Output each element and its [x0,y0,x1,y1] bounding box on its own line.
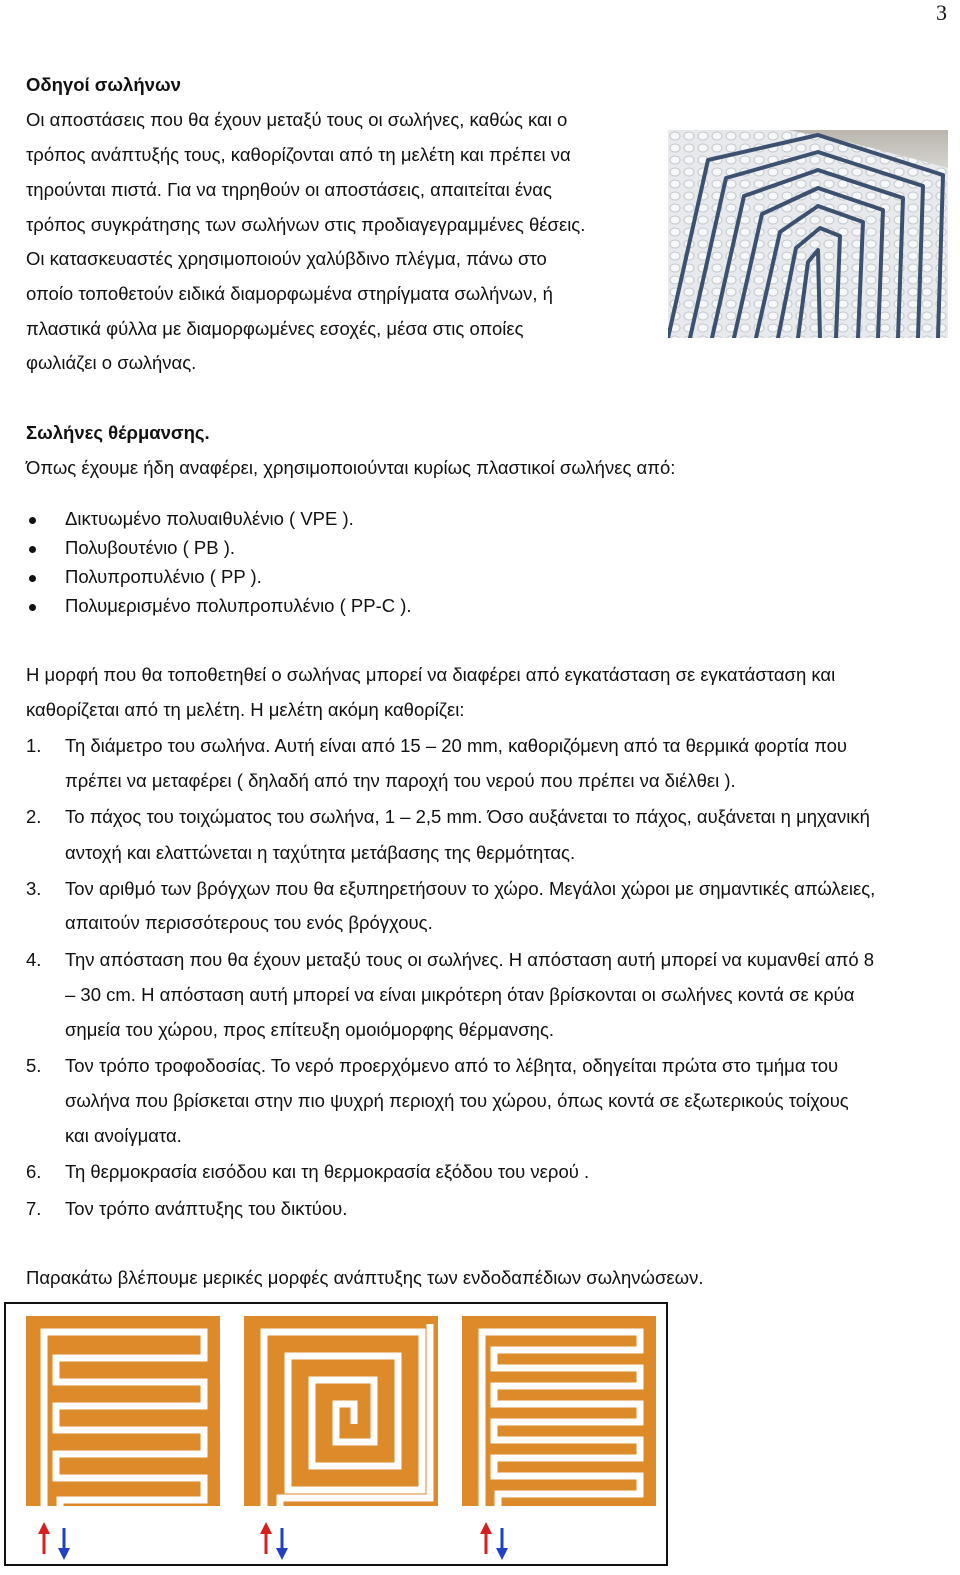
text-line: τρόπος συγκράτησης των σωλήνων στις προδιαγεγραμμένες θέσεις. [26,214,586,235]
item-line: απαιτούν περισσότερους του ενός βρόγχους. [65,912,433,933]
item-line: και ανοίγματα. [65,1125,182,1146]
text-line: καθορίζεται από τη μελέτη. Η μελέτη ακόμη καθορίζει: [26,699,465,720]
item-line: Τον αριθμό των βρόγχων που θα εξυπηρετήσουν το χώρο. Μεγάλοι χώροι με σημαντικές απώλειες, [65,878,876,899]
text-line: Οι κατασκευαστές χρησιμοποιούν χαλύβδινο πλέγμα, πάνω στο [26,248,547,269]
item-line: Το πάχος του τοιχώματος του σωλήνα, 1 – 2,5 mm. Όσο αυξάνεται το πάχος, αυξάνεται η μηχανική [65,806,870,827]
floor-heating-photo [668,130,948,338]
item-line: – 30 cm. Η απόσταση αυτή μπορεί να είναι μικρότερη όταν βρίσκονται οι σωλήνες κοντά σε κρύα [65,984,855,1005]
item-line: αντοχή και ελαττώνεται η ταχύτητα μετάβασης της θερμότητας. [65,842,576,863]
item-number: 7. [26,1198,42,1219]
text-line: φωλιάζει ο σωλήνας. [26,352,197,373]
item-line: Τη διάμετρο του σωλήνα. Αυτή είναι από 15 – 20 mm, καθοριζόμενη από τα θερμικά φορτία που [65,735,847,756]
item-number: 5. [26,1055,42,1076]
item-number: 6. [26,1161,42,1182]
list-item: Πολυβουτένιο ( PB ). [65,537,236,558]
bullet-icon [29,604,36,611]
text-line: τρόπος ανάπτυξής τους, καθορίζονται από τη μελέτη και πρέπει να [26,144,571,165]
list-item: Δικτυωμένο πολυαιθυλένιο ( VPE ). [65,508,354,529]
text-line: τηρούνται πιστά. Για να τηρηθούν οι αποστάσεις, απαιτείται ένας [26,179,552,200]
list-item: Πολυμερισμένο πολυπροπυλένιο ( PP-C ). [65,595,412,616]
item-number: 4. [26,949,42,970]
section-title-heating-pipes: Σωλήνες θέρμανσης. [26,422,210,443]
page-number: 3 [936,0,947,25]
pipe-layout-diagram [4,1302,668,1566]
item-line: Τη θερμοκρασία εισόδου και τη θερμοκρασία εξόδου του νερού . [65,1161,590,1182]
list-item: Πολυπροπυλένιο ( PP ). [65,566,262,587]
intro-text: Όπως έχουμε ήδη αναφέρει, χρησιμοποιούνται κυρίως πλαστικοί σωλήνες από: [26,457,676,478]
item-line: Τον τρόπο ανάπτυξης του δικτύου. [65,1198,348,1219]
item-number: 3. [26,878,42,899]
section-title-pipe-guides: Οδηγοί σωλήνων [26,74,181,95]
item-line: πρέπει να μεταφέρει ( δηλαδή από την παροχή του νερού που πρέπει να διέλθει ). [65,770,736,791]
bullet-icon [29,575,36,582]
bullet-icon [29,517,36,524]
text-line: Οι αποστάσεις που θα έχουν μεταξύ τους οι σωλήνες, καθώς και ο [26,109,568,130]
text-line: πλαστικά φύλλα με διαμορφωμένες εσοχές, μέσα στις οποίες [26,318,524,339]
text-line: Η μορφή που θα τοποθετηθεί ο σωλήνας μπορεί να διαφέρει από εγκατάσταση σε εγκατάσταση και [26,664,836,685]
item-number: 1. [26,735,42,756]
bullet-icon [29,546,36,553]
item-line: σωλήνα που βρίσκεται στην πιο ψυχρή περιοχή του χώρου, όπως κοντά σε εξωτερικούς τοίχους [65,1090,849,1111]
item-line: Την απόσταση που θα έχουν μεταξύ τους οι σωλήνες. Η απόσταση αυτή μπορεί να κυμανθεί από 8 [65,949,875,970]
closing-text: Παρακάτω βλέπουμε μερικές μορφές ανάπτυξης των ενδοδαπέδιων σωληνώσεων. [26,1267,704,1288]
item-line: Τον τρόπο τροφοδοσίας. Το νερό προερχόμενο από το λέβητα, οδηγείται πρώτα στο τμήμα του [65,1055,839,1076]
item-number: 2. [26,806,42,827]
text-line: οποίο τοποθετούν ειδικά διαμορφωμένα στηρίγματα σωλήνων, ή [26,283,553,304]
item-line: σημεία του χώρου, προς επίτευξη ομοιόμορφης θέρμανσης. [65,1019,555,1040]
